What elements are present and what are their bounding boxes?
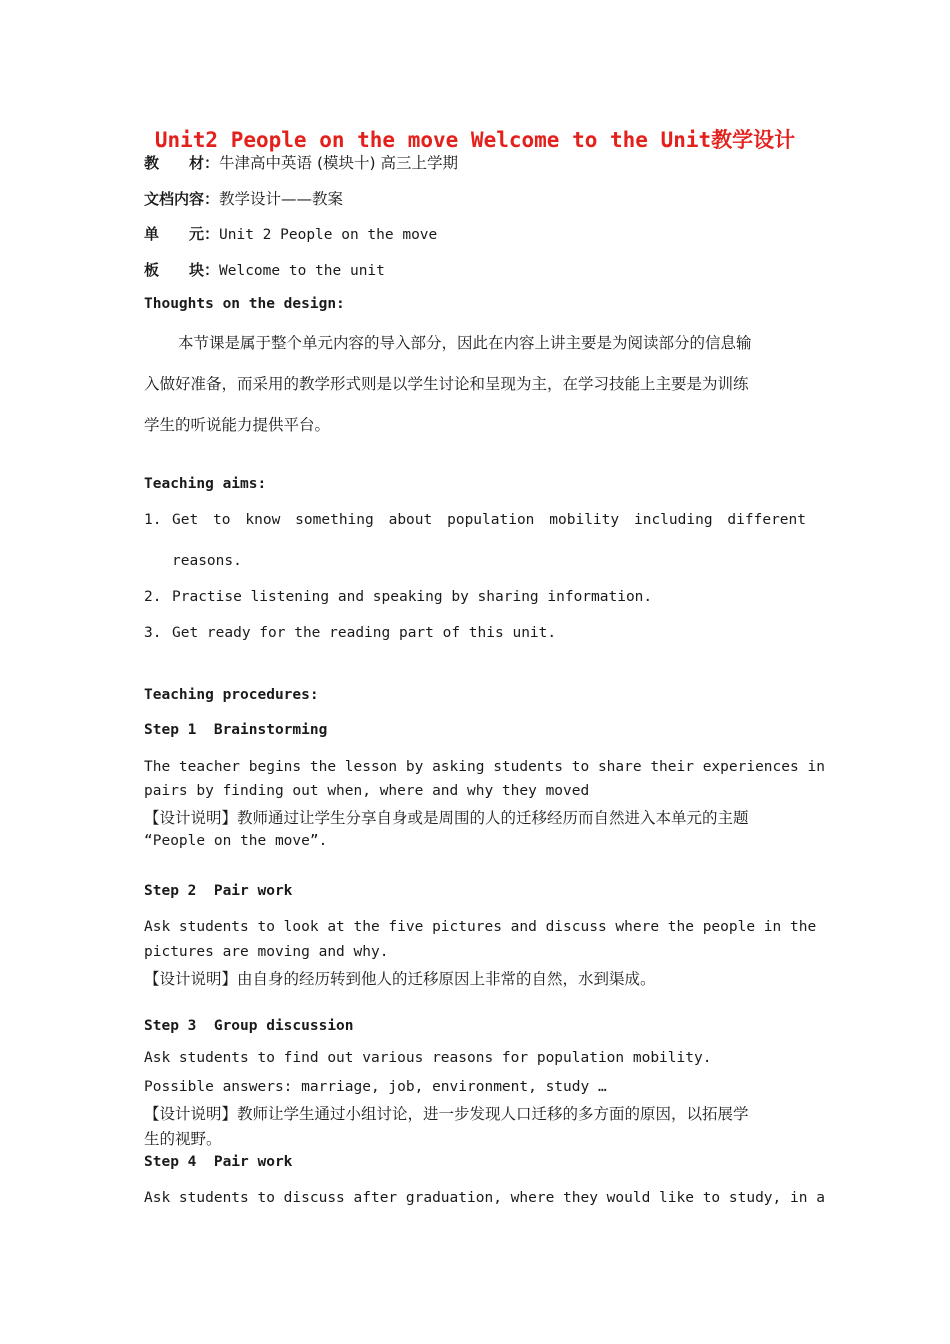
step3-note-line-2: 生的视野。 xyxy=(144,1130,222,1148)
step3-line-1: Ask students to find out various reasons for population mobility. xyxy=(144,1050,712,1066)
step4-line-1: Ask students to discuss after graduation, where they would like to study, in a xyxy=(144,1190,825,1206)
meta-value: 教学设计——教案 xyxy=(219,190,344,208)
step2-line-1: Ask students to look at the five pictures and discuss where the people in the xyxy=(144,919,817,935)
step2-title: Step 2 Pair work xyxy=(144,883,293,899)
step2-line-2: pictures are moving and why. xyxy=(144,944,389,960)
meta-value: Welcome to the unit xyxy=(219,263,385,279)
meta-key: 文档内容： xyxy=(144,190,220,208)
thoughts-line-2: 入做好准备，而采用的教学形式则是以学生讨论和呈现为主，在学习技能上主要是为训练 xyxy=(144,375,749,393)
document-title: Unit2 People on the move Welcome to the Unit教学设计 xyxy=(154,128,796,152)
step1-line-2: pairs by finding out when, where and why they moved xyxy=(144,783,590,799)
aim-number: 3. xyxy=(144,625,162,641)
step3-line-2: Possible answers: marriage, job, environment, study … xyxy=(144,1079,607,1095)
aim-item-3: Get ready for the reading part of this unit. xyxy=(172,625,557,641)
meta-row-content xyxy=(144,187,343,209)
meta-row-textbook xyxy=(144,151,458,173)
step1-note-line-1: 【设计说明】教师通过让学生分享自身或是周围的人的迁移经历而自然进入本单元的主题 xyxy=(144,809,749,827)
aim-number: 2. xyxy=(144,589,162,605)
step1-line-1: The teacher begins the lesson by asking students to share their experiences in xyxy=(144,759,825,775)
aims-heading: Teaching aims: xyxy=(144,476,267,492)
meta-row-section xyxy=(144,259,385,280)
meta-row-unit xyxy=(144,223,437,244)
meta-value: Unit 2 People on the move xyxy=(219,227,438,243)
thoughts-line-1: 本节课是属于整个单元内容的导入部分，因此在内容上讲主要是为阅读部分的信息输 xyxy=(178,334,752,352)
step1-title: Step 1 Brainstorming xyxy=(144,722,328,738)
aim-item-1-line-2: reasons. xyxy=(172,553,242,569)
meta-key: 单 元： xyxy=(144,225,220,243)
thoughts-heading: Thoughts on the design: xyxy=(144,296,345,312)
aim-number: 1. xyxy=(144,512,162,528)
procedures-heading: Teaching procedures: xyxy=(144,687,319,703)
thoughts-line-3: 学生的听说能力提供平台。 xyxy=(144,416,331,434)
step3-title: Step 3 Group discussion xyxy=(144,1018,354,1034)
step1-note-line-2: “People on the move”. xyxy=(144,833,328,849)
meta-value: 牛津高中英语 (模块十) 高三上学期 xyxy=(219,154,458,172)
step3-note-line-1: 【设计说明】教师让学生通过小组讨论，进一步发现人口迁移的多方面的原因，以拓展学 xyxy=(144,1105,749,1123)
meta-key: 板 块： xyxy=(144,261,220,279)
meta-key: 教 材： xyxy=(144,154,220,172)
aim-item-2: Practise listening and speaking by sharing information. xyxy=(172,589,653,605)
step4-title: Step 4 Pair work xyxy=(144,1154,293,1170)
step2-note-line-1: 【设计说明】由自身的经历转到他人的迁移原因上非常的自然，水到渠成。 xyxy=(144,970,656,988)
aim-item-1-line-1: Get to know something about population mobility including different xyxy=(172,512,806,528)
